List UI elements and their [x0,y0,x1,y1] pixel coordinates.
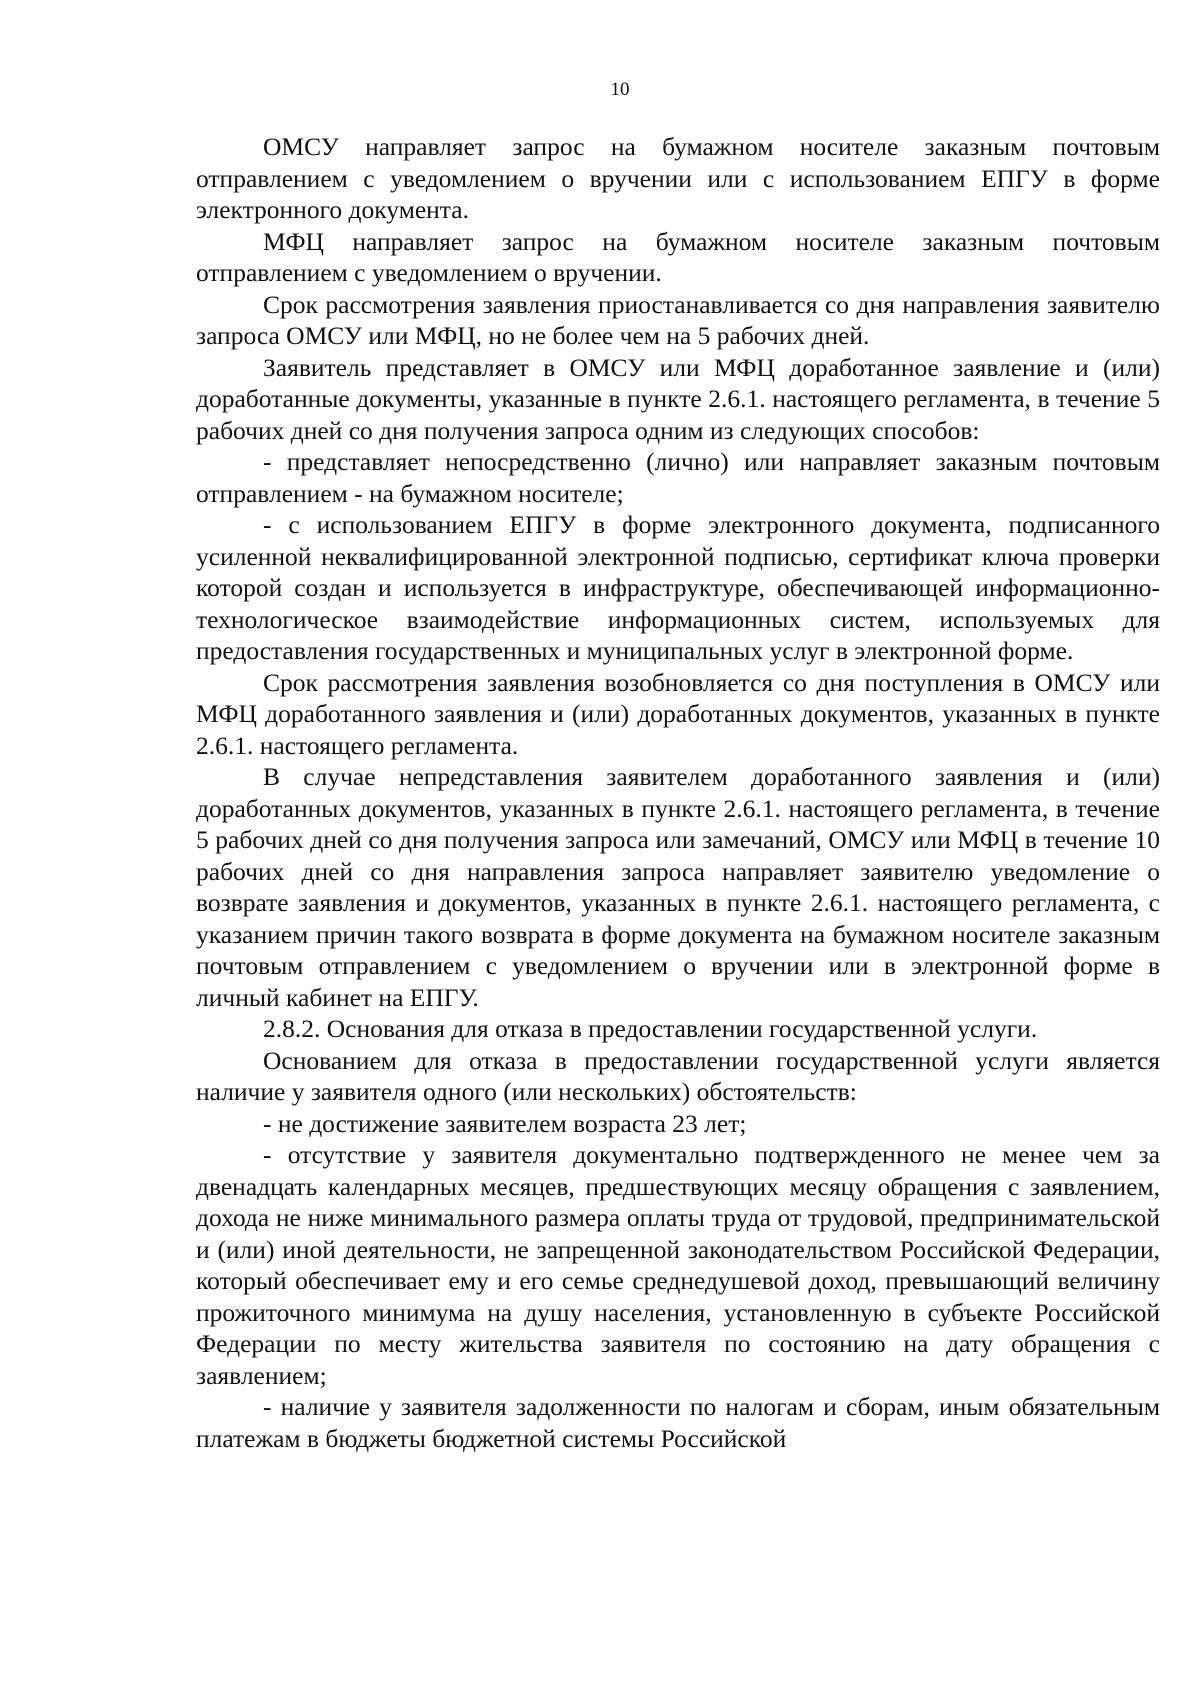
paragraph-omsu-request: ОМСУ направляет запрос на бумажном носителе заказным почтовым отправлением с уведомлением о вручении или с использованием ЕПГУ в форме электронного документа. [196,132,1160,224]
paragraph-method-epgu: - с использованием ЕПГУ в форме электронного документа, подписанного усиленной неквалифицированной электронной подписью, сертификат ключа проверки которой создан и используется в инфраструктуре, обеспечивающей информационно-технологическое взаимодействие информационных систем, используемых для предоставления государственных и муниципальных услуг в электронной форме. [196,510,1160,665]
paragraph-resumption-term: Срок рассмотрения заявления возобновляется со дня поступления в ОМСУ или МФЦ доработанного заявления и (или) доработанных документов, указанных в пункте 2.6.1. настоящего регламента. [196,667,1160,760]
paragraph-method-paper: - представляет непосредственно (лично) или направляет заказным почтовым отправлением - на бумажном носителе; [196,447,1160,508]
paragraph-age-condition: - не достижение заявителем возраста 23 лет; [263,1108,747,1138]
paragraph-non-submission: В случае непредставления заявителем доработанного заявления и (или) доработанных документов, указанных в пункте 2.6.1. настоящего регламента, в течение 5 рабочих дней со дня получения запроса или замечаний, ОМСУ или МФЦ в течение 10 рабочих дней со дня направления запроса направляет заявителю уведомление о возврате заявления и документов, указанных в пункте 2.6.1. настоящего регламента, с указанием причин такого возврата в форме документа на бумажном носителе заказным почтовым отправлением с уведомлением о вручении или в электронной форме в личный кабинет на ЕПГУ. [196,762,1160,1012]
paragraph-income-condition: - отсутствие у заявителя документально подтвержденного не менее чем за двенадцать календарных месяцев, предшествующих месяцу обращения с заявлением, дохода не ниже минимального размера оплаты труда от трудовой, предпринимательской и (или) иной деятельности, не запрещенной законодательством Российской Федерации, который обеспечивает ему и его семье среднедушевой доход, превышающий величину прожиточного минимума на душу населения, установленную в субъекте Российской Федерации по месту жительства заявителя по состоянию на дату обращения с заявлением; [196,1140,1160,1390]
section-heading-2-8-2: 2.8.2. Основания для отказа в предоставлении государственной услуги. [263,1014,1038,1043]
paragraph-suspension-term: Срок рассмотрения заявления приостанавливается со дня направления заявителю запроса ОМСУ или МФЦ, но не более чем на 5 рабочих дней. [196,289,1160,350]
paragraph-mfc-request: МФЦ направляет запрос на бумажном носителе заказным почтовым отправлением с уведомлением о вручении. [196,226,1160,287]
paragraph-applicant-submits: Заявитель представляет в ОМСУ или МФЦ доработанное заявление и (или) доработанные документы, указанные в пункте 2.6.1. настоящего регламента, в течение 5 рабочих дней со дня получения запроса одним из следующих способов: [196,352,1160,445]
paragraph-refusal-grounds: Основанием для отказа в предоставлении государственной услуги является наличие у заявителя одного (или нескольких) обстоятельств: [196,1045,1160,1106]
page-number: 10 [610,79,630,100]
paragraph-debt-condition: - наличие у заявителя задолженности по налогам и сборам, иным обязательным платежам в бюджеты бюджетной системы Российской [196,1392,1160,1453]
document-body [196,131,1160,1454]
